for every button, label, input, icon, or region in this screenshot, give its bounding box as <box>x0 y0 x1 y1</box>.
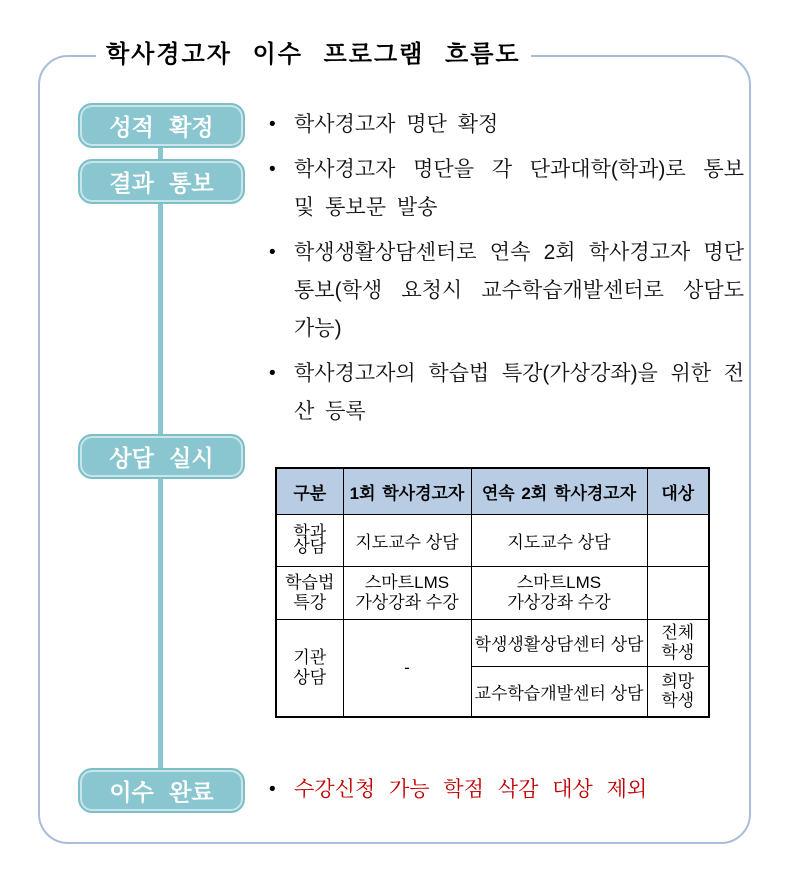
cell-agency-first: - <box>343 619 471 717</box>
bullet-text-counsel-center: 학생생활상담센터로 연속 2회 학사경고자 명단 통보(학생 요청시 교수학습개발센터로 상담도 가능) <box>294 241 744 340</box>
flow-step-grade-confirm: 성적 확정 <box>78 103 245 148</box>
table-row-study-lecture <box>276 566 709 619</box>
bullet-item <box>262 771 744 809</box>
cell-dept-target <box>647 514 709 566</box>
bullet-item <box>262 355 744 431</box>
cell-agency-target-a: 전체 학생 <box>647 619 709 666</box>
header-first-warning: 1회 학사경고자 <box>343 468 471 514</box>
cell-lecture-target <box>647 566 709 619</box>
cell-agency-target-b: 희망 학생 <box>647 666 709 717</box>
cell-agency-second-a: 학생생활상담센터 상담 <box>471 619 647 666</box>
bullet-icon: • <box>269 114 276 135</box>
bullet-item <box>262 106 744 144</box>
bullet-icon: • <box>269 363 276 384</box>
cell-agency-second-b: 교수학습개발센터 상담 <box>471 666 647 717</box>
cell-lecture-first: 스마트LMS 가상강좌 수강 <box>343 566 471 619</box>
bullet-text-exclusion-warning: 수강신청 가능 학점 삭감 대상 제외 <box>294 778 648 801</box>
cell-dept-first: 지도교수 상담 <box>343 514 471 566</box>
page-title: 학사경고자 이수 프로그램 흐름도 <box>96 34 531 69</box>
bullet-icon: • <box>269 159 276 180</box>
flow-step-result-notify: 결과 통보 <box>78 159 245 204</box>
bullet-icon: • <box>269 779 276 800</box>
cell-dept-second: 지도교수 상담 <box>471 514 647 566</box>
bullet-text-lecture-register: 학사경고자의 학습법 특강(가상강좌)을 위한 전산 등록 <box>294 362 744 423</box>
header-second-warning: 연속 2회 학사경고자 <box>471 468 647 514</box>
bullet-icon: • <box>269 242 276 263</box>
counseling-table <box>275 467 710 718</box>
header-category: 구분 <box>276 468 343 514</box>
bullet-text-roster-notify: 학사경고자 명단을 각 단과대학(학과)로 통보 및 통보문 발송 <box>294 158 744 219</box>
cell-lecture-category: 학습법 특강 <box>276 566 343 619</box>
table-row-agency-counsel-a <box>276 619 709 666</box>
completion-note <box>262 771 744 816</box>
cell-dept-category: 학과 상담 <box>276 514 343 566</box>
header-target: 대상 <box>647 468 709 514</box>
cell-lecture-second: 스마트LMS 가상강좌 수강 <box>471 566 647 619</box>
bullet-text-roster-confirm: 학사경고자 명단 확정 <box>294 113 499 136</box>
bullet-item <box>262 234 744 348</box>
bullet-list <box>262 106 744 438</box>
flow-step-counseling: 상담 실시 <box>78 434 245 479</box>
bullet-item <box>262 151 744 227</box>
table-header-row <box>276 468 709 514</box>
cell-agency-category: 기관 상담 <box>276 619 343 717</box>
flow-step-completion: 이수 완료 <box>78 768 245 813</box>
table-row-dept-counsel <box>276 514 709 566</box>
